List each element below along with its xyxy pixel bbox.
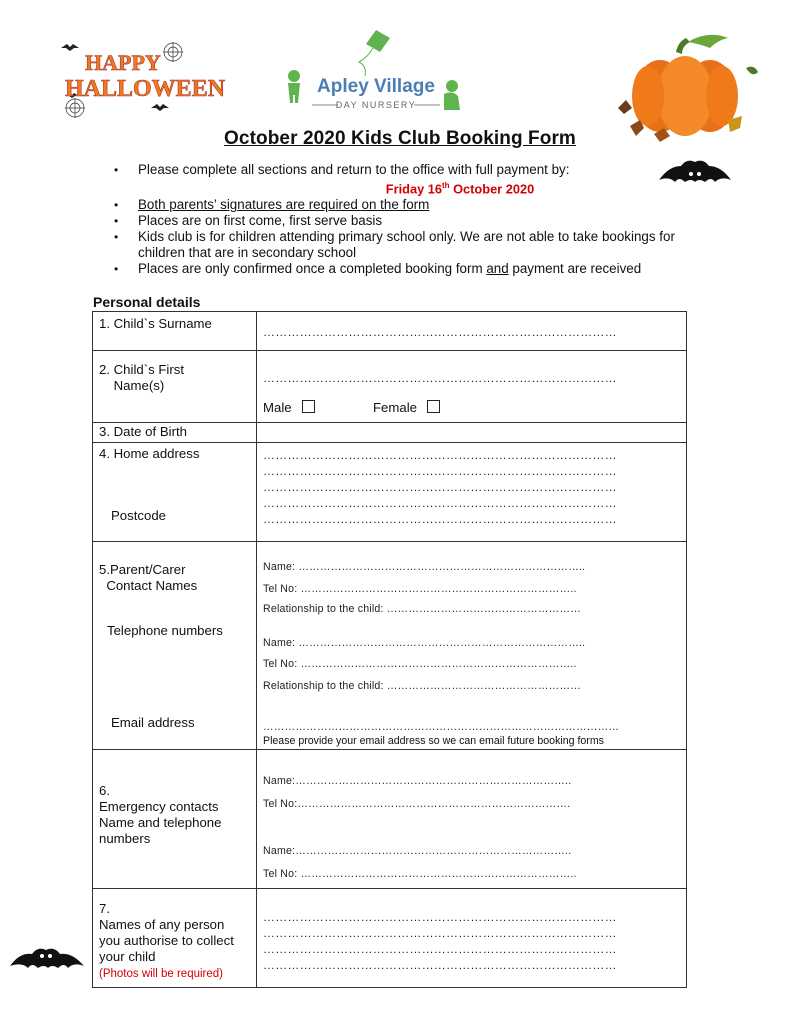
booking-form-table xyxy=(92,311,687,988)
authorised-persons-label: 7. Names of any person you authorise to collect your child (Photos will be required) xyxy=(99,901,234,980)
list-item: • Kids club is for children attending primary school only. We are not able to take bookings for children that are in secondary school xyxy=(114,229,675,261)
authorised-person-1[interactable]: …………………………………………………………………………… xyxy=(263,910,617,924)
halloween-word-happy: HAPPY xyxy=(85,50,161,75)
first-name-field[interactable]: …………………………………………………………………………… xyxy=(263,371,617,385)
postcode-label: Postcode xyxy=(111,508,166,523)
male-option[interactable]: Male xyxy=(263,400,315,415)
address-line-2[interactable]: …………………………………………………………………………… xyxy=(263,464,617,478)
authorised-person-4[interactable]: …………………………………………………………………………… xyxy=(263,958,617,972)
bat-icon xyxy=(8,936,88,986)
emergency-name-2[interactable]: Name:………………………………………………………………….. xyxy=(263,845,572,857)
address-line-4[interactable]: …………………………………………………………………………… xyxy=(263,496,617,510)
nursery-name: Apley Village xyxy=(317,76,435,97)
parent-tel-2[interactable]: Tel No: ………………………………………………………………….. xyxy=(263,658,577,670)
address-line-1[interactable]: …………………………………………………………………………… xyxy=(263,448,617,462)
authorised-person-2[interactable]: …………………………………………………………………………… xyxy=(263,926,617,940)
surname-field[interactable]: …………………………………………………………………………… xyxy=(263,325,617,339)
emergency-tel-2[interactable]: Tel No: ………………………………………………………………….. xyxy=(263,868,577,880)
telephone-numbers-label: Telephone numbers xyxy=(107,623,223,638)
home-address-label: 4. Home address xyxy=(99,446,200,461)
parent-carer-label: 5.Parent/Carer Contact Names xyxy=(99,562,198,593)
list-item: • Places are only confirmed once a completed booking form and payment are received xyxy=(114,261,642,277)
emergency-name-1[interactable]: Name:………………………………………………………………….. xyxy=(263,775,572,787)
male-checkbox[interactable] xyxy=(302,400,315,413)
address-line-3[interactable]: …………………………………………………………………………… xyxy=(263,480,617,494)
email-address-label: Email address xyxy=(111,715,195,730)
email-field[interactable]: ……………………………………………………………………………………… xyxy=(263,721,620,733)
parent-tel-1[interactable]: Tel No: ………………………………………………………………….. xyxy=(263,583,577,595)
halloween-word-halloween: HALLOWEEN xyxy=(65,76,226,102)
happy-halloween-logo xyxy=(55,38,226,120)
emergency-tel-1[interactable]: Tel No:…………………………………………………………………. xyxy=(263,798,571,810)
kite-icon xyxy=(359,30,390,76)
authorised-person-3[interactable]: …………………………………………………………………………… xyxy=(263,942,617,956)
list-item: • Places are on first come, first serve basis xyxy=(114,213,383,229)
column-divider xyxy=(256,312,257,987)
postcode-field[interactable]: …………………………………………………………………………… xyxy=(263,512,617,526)
list-item: • Please complete all sections and return to the office with full payment by: xyxy=(114,162,570,177)
parent-relationship-1[interactable]: Relationship to the child: ……………………………………………… xyxy=(263,603,582,615)
parent-name-2[interactable]: Name: …………………………………………………………………….. xyxy=(263,637,586,649)
emergency-contacts-label: 6. Emergency contacts Name and telephone numbers xyxy=(99,783,222,846)
section-heading: Personal details xyxy=(93,294,201,310)
apley-village-logo xyxy=(276,26,476,118)
surname-label: 1. Child`s Surname xyxy=(99,316,212,331)
deadline-text: Friday 16th October 2020 xyxy=(385,181,535,197)
page-title: October 2020 Kids Club Booking Form xyxy=(224,128,576,149)
email-note: Please provide your email address so we can email future booking forms xyxy=(263,735,604,747)
parent-name-1[interactable]: Name: …………………………………………………………………….. xyxy=(263,561,586,573)
instructions-list xyxy=(100,162,740,277)
nursery-subtitle: DAY NURSERY xyxy=(335,100,417,110)
female-option[interactable]: Female xyxy=(373,400,440,415)
first-name-label: 2. Child`s First Name(s) xyxy=(99,362,184,393)
female-checkbox[interactable] xyxy=(427,400,440,413)
parent-relationship-2[interactable]: Relationship to the child: ……………………………………………… xyxy=(263,680,582,692)
date-of-birth-label: 3. Date of Birth xyxy=(99,424,187,439)
list-item: • Both parents’ signatures are required on the form xyxy=(114,197,430,213)
